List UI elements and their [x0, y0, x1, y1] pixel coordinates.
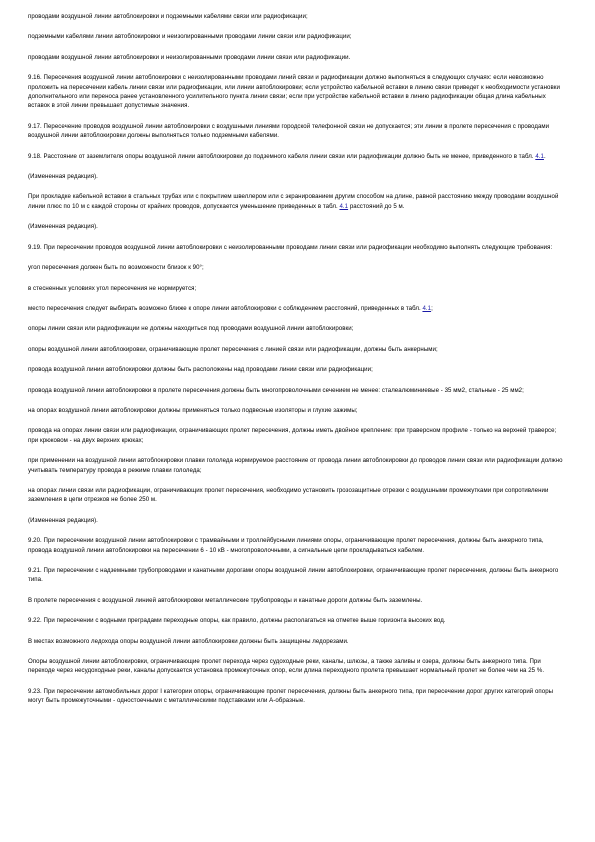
paragraph-double-fastening: провода на опорах линии связи или радиофикации, ограничивающих пролет пересечения, должны иметь двойное крепление: при траверсном профиле - только на верхней траверсе; при крюковом - на двух верхних крюках;	[28, 427, 557, 444]
paragraph-ice-melting: при применении на воздушной линии автоблокировки плавки гололеда нормируемое расстояние от провода линии автоблокировки до проводов линии связи или радиофикации должно учитывать температуру провода в режиме плавки гололеда;	[28, 457, 563, 474]
revision-note: (Измененная редакция).	[28, 173, 98, 181]
paragraph-p3: проводами воздушной линии автоблокировки и неизолированными проводами линии связи или радиофикации.	[28, 53, 351, 61]
table-ref-link[interactable]: 4.1	[535, 152, 544, 160]
paragraph-angle: угол пересечения должен быть по возможности близок к 90°;	[28, 264, 204, 272]
paragraph-text: При прокладке кабельной вставки в стальных трубах или с покрытием швеллером или с экранированием другим способом на длине, равной расстоянию между проводами воздушной линии плюс по 10 м с каждой стороны от крайних проводов, допускается уменьшение приведенных в табл.	[28, 193, 559, 210]
paragraph-text: 9.18. Расстояние от заземлителя опоры воздушной линии автоблокировки до подземного кабеля линии связи или радиофикации должно быть не менее, приведенного в табл.	[28, 152, 536, 160]
paragraph-tail: расстояний до 5 м.	[348, 202, 405, 210]
paragraph-crossing-place	[28, 304, 567, 313]
paragraph-wires-above: провода воздушной линии автоблокировки должны быть расположены над проводами линии связи или радиофикации;	[28, 366, 373, 374]
paragraph-tail: .	[543, 152, 546, 160]
paragraph-p2: подземными кабелями линии автоблокировки и неизолированными проводами линии связи или радиофикации;	[28, 33, 352, 41]
paragraph-9-22: 9.22. При пересечении с водными преградами переходные опоры, как правило, должны располагаться на отметке выше горизонта высоких вод.	[28, 617, 446, 625]
paragraph-grounding: В пролете пересечения с воздушной линией автоблокировки металлические трубопроводы и канатные дороги должны быть заземлены.	[28, 596, 423, 604]
revision-note: (Измененная редакция).	[28, 223, 98, 231]
paragraph-9-18	[28, 152, 567, 161]
paragraph-p1: проводами воздушной линии автоблокировки и подземными кабелями связи или радиофикации;	[28, 13, 308, 20]
paragraph-wire-section: провода воздушной линии автоблокировки в пролете пересечения должны быть многопроволочными сечением не менее: сталеалюминиевые - 35 мм2, стальные - 25 мм2;	[28, 386, 524, 394]
paragraph-9-17: 9.17. Пересечение проводов воздушной линии автоблокировки с воздушными линиями городской телефонной связи не допускается; эти линии в пролете пересечения с проводами воздушной линии автоблокировки должны выполняться только подземными кабелями.	[28, 122, 550, 140]
paragraph-poles-not-under: опоры линии связи или радиофикации не должны находиться под проводами воздушной линии автоблокировки;	[28, 325, 354, 333]
paragraph-9-16: 9.16. Пересечения воздушной линии автоблокировки с неизолированными проводами линий связи и радиофикации должно выполняться в следующих случаях: если невозможно проложить на пересечении кабель линии связи или радиофикации, или линии автоблокировки; если устройство кабельной вставки в линию связи приведет к необходимости установки дополнительного или переноса ранее установленного усилительного пункта линии связи; если при устройстве кабельной вставки в линию радиофикации общая длина кабельных вставок в этой линии превышает допустимые значения.	[28, 74, 560, 110]
revision-note: (Измененная редакция).	[28, 516, 98, 524]
table-ref-link[interactable]: 4.1	[422, 304, 432, 312]
paragraph-9-21: 9.21. При пересечении с надземными трубопроводами и канатными дорогами опоры воздушной линии автоблокировки, ограничивающие пролет пересечения, должны быть анкерного типа.	[28, 567, 559, 584]
paragraph-9-20: 9.20. При пересечении воздушной линии автоблокировки с трамвайными и троллейбусными линиями опоры, ограничивающие пролет пересечения, должны быть анкерного типа, провода воздушной линии автоблокировки на пересечении 6 - 10 кВ - многопроволочными, а сигнальные цепи прокладываться кабелем.	[28, 537, 544, 554]
paragraph-tail: ;	[431, 304, 433, 312]
paragraph-cable-insert	[28, 192, 567, 211]
paragraph-text: место пересечения следует выбирать возможно ближе к опоре линии автоблокировки с соблюдением расстояний, приведенных в табл.	[28, 304, 423, 312]
paragraph-lightning-protection: на опорах линии связи или радиофикации, ограничивающих пролет пересечения, необходимо установить грозозащитные отрезки с воздушными промежутками при сопротивлении заземления в цепи отрезков не более 250 м.	[28, 486, 549, 504]
paragraph-anchor-poles: опоры воздушной линии автоблокировки, ограничивающие пролет пересечения с линией связи или радиофикации, должны быть анкерными;	[28, 345, 438, 353]
paragraph-insulators: на опорах воздушной линии автоблокировки должны применяться только подвесные изоляторы и глухие зажимы;	[28, 406, 358, 414]
paragraph-navigable-rivers: Опоры воздушной линии автоблокировки, ограничивающие пролет перехода через судоходные реки, каналы, шлюзы, а также заливы и озера, должны быть анкерного типа. При переходе через несудоходные реки, каналы допускается установка промежуточных опор, если длина переходного пролета превышает нормальный пролет не более чем на 25 %.	[28, 658, 545, 675]
paragraph-ice-cutters: В местах возможного ледохода опоры воздушной линии автоблокировки должны быть защищены ледорезами.	[28, 637, 349, 645]
paragraph-constrained: в стесненных условиях угол пересечения не нормируется;	[28, 284, 197, 292]
paragraph-9-23: 9.23. При пересечении автомобильных дорог I категории опоры, ограничивающие пролет пересечения, должны быть анкерного типа, при пересечении дорог других категорий опоры могут быть промежуточными - одностоечными с металлическими подставками или А-образные.	[28, 687, 554, 705]
paragraph-9-19: 9.19. При пересечении проводов воздушной линии автоблокировки с неизолированными проводами линии связи или радиофикации необходимо выполнять следующие требования:	[28, 243, 553, 251]
table-ref-link[interactable]: 4.1	[339, 202, 349, 210]
